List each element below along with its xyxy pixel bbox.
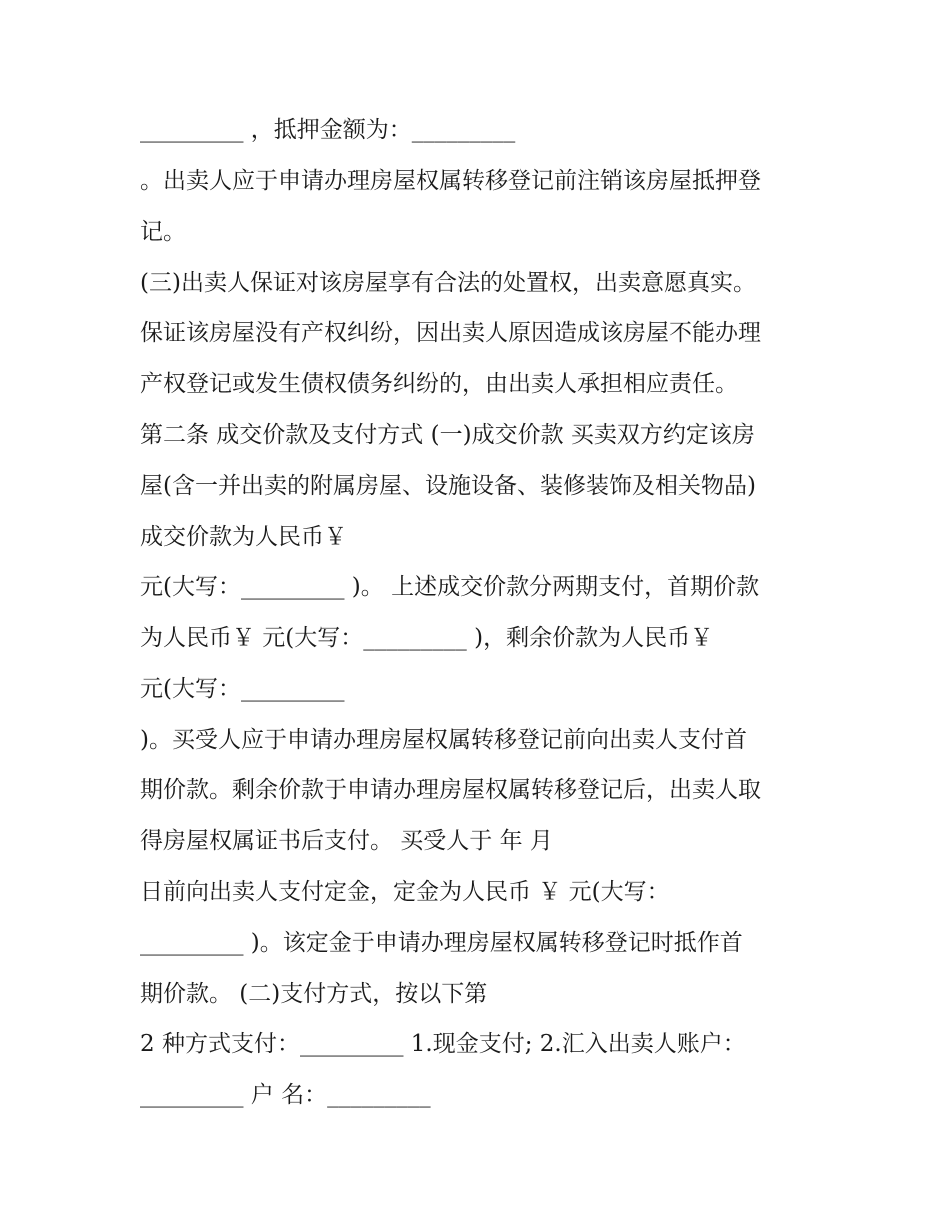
text-line-4: (三)出卖人保证对该房屋享有合法的处置权，出卖意愿真实。 — [140, 270, 756, 296]
text-line-15: 得房屋权属证书后支付。 买受人于 年 月 — [140, 828, 553, 854]
text-line-11: 为人民币￥ 元(大写：_________ )，剩余价款为人民币￥ — [140, 625, 714, 651]
text-line-9: 成交价款为人民币￥ — [140, 524, 347, 550]
text-line-2: 。出卖人应于申请办理房屋权属转移登记前注销该房屋抵押登 — [140, 168, 761, 194]
text-line-19: 2 种方式支付：_________ 1.现金支付; 2.汇入出卖人账户： — [140, 1031, 746, 1057]
text-line-6: 产权登记或发生债权债务纠纷的，由出卖人承担相应责任。 — [140, 371, 738, 397]
text-line-1: _________ ，抵押金额为：_________ — [140, 117, 516, 143]
text-line-3: 记。 — [140, 219, 186, 245]
text-line-20: _________ 户 名：_________ — [140, 1082, 431, 1108]
text-line-12: 元(大写：_________ — [140, 676, 345, 702]
text-line-10: 元(大写：_________ )。 上述成交价款分两期支付，首期价款 — [140, 574, 760, 600]
text-line-14: 期价款。剩余价款于申请办理房屋权属转移登记后，出卖人取 — [140, 777, 761, 803]
text-line-8: 屋(含一并出卖的附属房屋、设施设备、装修装饰及相关物品) — [140, 473, 756, 499]
text-line-7: 第二条 成交价款及支付方式 (一)成交价款 买卖双方约定该房 — [140, 422, 755, 448]
text-line-5: 保证该房屋没有产权纠纷，因出卖人原因造成该房屋不能办理 — [140, 320, 761, 346]
text-line-16: 日前向出卖人支付定金，定金为人民币 ￥ 元(大写： — [140, 879, 670, 905]
text-line-13: )。买受人应于申请办理房屋权属转移登记前向出卖人支付首 — [140, 727, 747, 753]
text-line-17: _________ )。该定金于申请办理房屋权属转移登记时抵作首 — [140, 930, 743, 956]
text-line-18: 期价款。 (二)支付方式，按以下第 — [140, 981, 488, 1007]
